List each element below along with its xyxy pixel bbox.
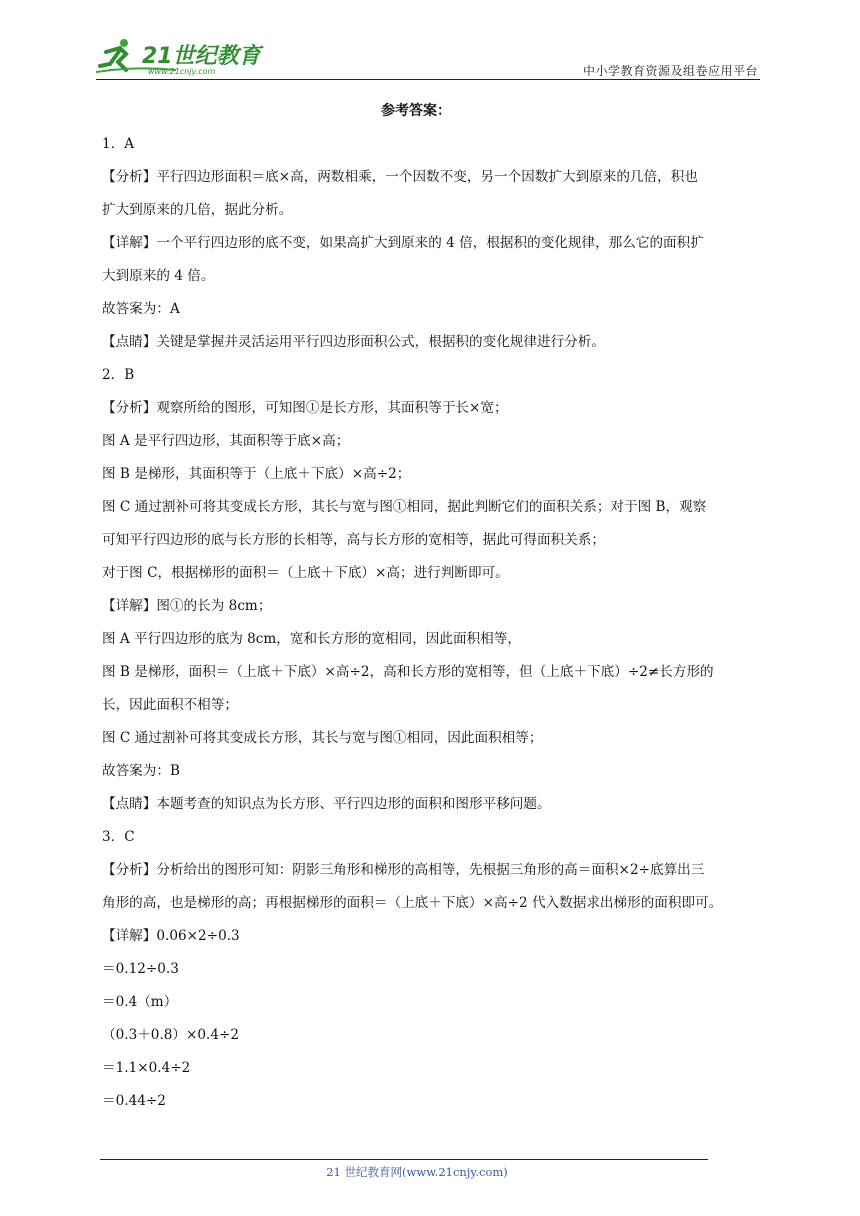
footer-divider <box>100 1159 708 1160</box>
text-line: 【点睛】本题考查的知识点为长方形、平行四边形的面积和图形平移问题。 <box>102 796 551 812</box>
text-line: 【分析】分析给出的图形可知：阴影三角形和梯形的高相等，先根据三角形的高＝面积×2÷底算出三 <box>102 862 705 878</box>
text-line: ＝0.44÷2 <box>102 1093 166 1109</box>
platform-name: 中小学教育资源及组卷应用平台 <box>582 64 758 78</box>
text-line: 大到原来的 4 倍。 <box>102 268 215 284</box>
text-line: ＝0.12÷0.3 <box>102 961 179 977</box>
text-line: 图 B 是梯形，面积＝（上底＋下底）×高÷2，高和长方形的宽相等，但（上底＋下底）÷2≠长方形的 <box>102 664 714 680</box>
answer-content <box>102 95 762 1118</box>
runner-logo-icon <box>96 36 266 76</box>
text-line: 2．B <box>102 367 135 383</box>
text-line: （0.3＋0.8）×0.4÷2 <box>102 1027 240 1043</box>
text-line: 【分析】观察所给的图形，可知图①是长方形，其面积等于长×宽； <box>102 400 508 416</box>
page-header <box>96 28 760 80</box>
answer-lines <box>102 128 762 1118</box>
text-line: 【点睛】关键是掌握并灵活运用平行四边形面积公式，根据积的变化规律进行分析。 <box>102 334 605 350</box>
page-title: 参考答案： <box>381 103 451 119</box>
svg-text:21世纪教育: 21世纪教育 <box>142 44 261 69</box>
text-line: 【分析】平行四边形面积＝底×高，两数相乘，一个因数不变，另一个因数扩大到原来的几倍，积也 <box>102 169 698 185</box>
text-line: 图 B 是梯形，其面积等于（上底＋下底）×高÷2； <box>102 466 411 482</box>
text-line: 扩大到原来的几倍，据此分析。 <box>102 202 293 218</box>
text-line: 角形的高，也是梯形的高；再根据梯形的面积＝（上底＋下底）×高÷2 代入数据求出梯形的面积即可。 <box>102 895 723 911</box>
text-line: 3．C <box>102 829 135 845</box>
text-line: ＝1.1×0.4÷2 <box>102 1060 191 1076</box>
text-line: 图 A 是平行四边形，其面积等于底×高； <box>102 433 350 449</box>
text-line: 【详解】图①的长为 8cm； <box>102 598 272 614</box>
svg-text:www.21cnjy.com: www.21cnjy.com <box>148 67 216 76</box>
text-line: 可知平行四边形的底与长方形的长相等，高与长方形的宽相等，据此可得面积关系； <box>102 532 605 548</box>
text-line: ＝0.4（m） <box>102 994 178 1010</box>
text-line: 1．A <box>102 136 135 152</box>
text-line: 对于图 C，根据梯形的面积＝（上底＋下底）×高；进行判断即可。 <box>102 565 509 581</box>
text-line: 【详解】0.06×2÷0.3 <box>102 928 240 944</box>
logo <box>96 36 266 76</box>
text-line: 图 C 通过割补可将其变成长方形，其长与宽与图①相同，据此判断它们的面积关系；对于图 B，观察 <box>102 499 707 515</box>
header-divider <box>96 79 760 80</box>
text-line: 【详解】一个平行四边形的底不变，如果高扩大到原来的 4 倍，根据积的变化规律，那么它的面积扩 <box>102 235 704 251</box>
text-line: 图 A 平行四边形的底为 8cm，宽和长方形的宽相同，因此面积相等， <box>102 631 521 647</box>
text-line: 图 C 通过割补可将其变成长方形，其长与宽与图①相同，因此面积相等； <box>102 730 543 746</box>
text-line: 故答案为：B <box>102 763 180 779</box>
page-footer: 21 世纪教育网(www.21cnjy.com) <box>326 1165 508 1179</box>
text-line: 故答案为：A <box>102 301 180 317</box>
text-line: 长，因此面积不相等； <box>102 697 238 713</box>
